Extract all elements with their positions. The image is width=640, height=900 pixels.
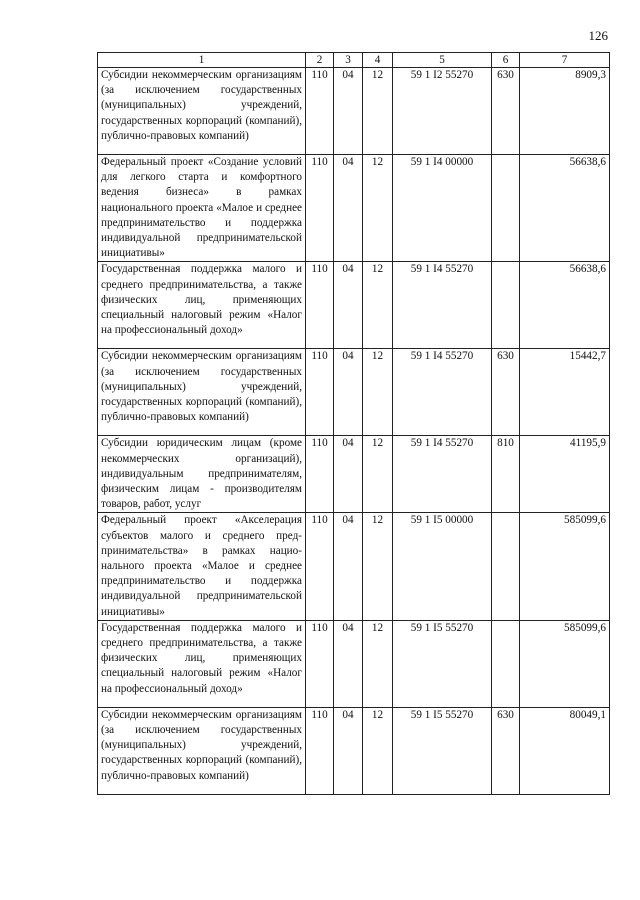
row-name: Государственная поддержка малого и среднего предпринимательства, а также физических лиц, применяющих специальный налоговый режим «Налог на профессиональный доход» <box>98 620 306 707</box>
cell-col7: 8909,3 <box>520 68 610 155</box>
table-row <box>98 68 610 155</box>
cell-col3: 04 <box>334 513 363 620</box>
column-header-4: 4 <box>363 53 393 68</box>
cell-col7: 41195,9 <box>520 436 610 513</box>
cell-col5: 59 1 I5 55270 <box>393 620 492 707</box>
column-header-6: 6 <box>492 53 520 68</box>
cell-col4: 12 <box>363 707 393 794</box>
cell-col5: 59 1 I5 00000 <box>393 513 492 620</box>
row-name: Федеральный проект «Акселерация субъектов малого и среднего предпринимательства» в рамках национального проекта «Малое и среднее предпринимательство и поддержка индивидуальной предпринимательской инициативы» <box>98 513 306 620</box>
cell-col4: 12 <box>363 513 393 620</box>
cell-col4: 12 <box>363 349 393 436</box>
cell-col2: 110 <box>306 436 334 513</box>
cell-col7: 585099,6 <box>520 513 610 620</box>
cell-col4: 12 <box>363 68 393 155</box>
cell-col3: 04 <box>334 262 363 349</box>
cell-col2: 110 <box>306 155 334 262</box>
row-name: Субсидии юридическим лицам (кроме некоммерческих организаций), индивидуальным предпринимателям, физическим лицам - производителям товаров, работ, услуг <box>98 436 306 513</box>
table-row <box>98 513 610 620</box>
table-row <box>98 620 610 707</box>
column-header-1: 1 <box>98 53 306 68</box>
cell-col6: 630 <box>492 707 520 794</box>
table-row <box>98 707 610 794</box>
column-header-2: 2 <box>306 53 334 68</box>
cell-col3: 04 <box>334 436 363 513</box>
cell-col6: 630 <box>492 68 520 155</box>
row-name: Федеральный проект «Создание условий для легкого старта и комфортного ведения бизнеса» в рамках национального проекта «Малое и среднее предпринимательство и поддержка индивидуальной предпринимательской инициативы» <box>98 155 306 262</box>
cell-col2: 110 <box>306 513 334 620</box>
cell-col7: 585099,6 <box>520 620 610 707</box>
cell-col5: 59 1 I4 55270 <box>393 349 492 436</box>
column-header-7: 7 <box>520 53 610 68</box>
row-name: Субсидии некоммерческим организациям (за исключением государственных (муниципальных) учреждений, государственных корпораций (компаний), публично-правовых компаний) <box>98 68 306 155</box>
cell-col7: 80049,1 <box>520 707 610 794</box>
table-row <box>98 349 610 436</box>
cell-col5: 59 1 I4 55270 <box>393 436 492 513</box>
row-name: Субсидии некоммерческим организациям (за исключением государственных (муниципальных) учреждений, государственных корпораций (компаний), публично-правовых компаний) <box>98 707 306 794</box>
cell-col2: 110 <box>306 349 334 436</box>
cell-col3: 04 <box>334 620 363 707</box>
cell-col6 <box>492 155 520 262</box>
table-row <box>98 262 610 349</box>
cell-col6 <box>492 513 520 620</box>
page-number: 126 <box>588 28 608 43</box>
cell-col4: 12 <box>363 436 393 513</box>
cell-col5: 59 1 I5 55270 <box>393 707 492 794</box>
column-header-5: 5 <box>393 53 492 68</box>
cell-col5: 59 1 I4 00000 <box>393 155 492 262</box>
column-header-3: 3 <box>334 53 363 68</box>
cell-col3: 04 <box>334 68 363 155</box>
cell-col6: 810 <box>492 436 520 513</box>
row-name: Государственная поддержка малого и среднего предпринимательства, а также физических лиц, применяющих специальный налоговый режим «Налог на профессиональный доход» <box>98 262 306 349</box>
cell-col7: 56638,6 <box>520 262 610 349</box>
cell-col7: 56638,6 <box>520 155 610 262</box>
cell-col4: 12 <box>363 155 393 262</box>
cell-col3: 04 <box>334 155 363 262</box>
cell-col4: 12 <box>363 262 393 349</box>
cell-col2: 110 <box>306 620 334 707</box>
row-name: Субсидии некоммерческим организациям (за исключением государственных (муниципальных) учреждений, государственных корпораций (компаний), публично-правовых компаний) <box>98 349 306 436</box>
cell-col5: 59 1 I2 55270 <box>393 68 492 155</box>
table-header-row <box>98 53 610 68</box>
cell-col2: 110 <box>306 262 334 349</box>
table-row <box>98 155 610 262</box>
cell-col2: 110 <box>306 707 334 794</box>
cell-col6 <box>492 620 520 707</box>
cell-col2: 110 <box>306 68 334 155</box>
cell-col6 <box>492 262 520 349</box>
cell-col5: 59 1 I4 55270 <box>393 262 492 349</box>
table-row <box>98 436 610 513</box>
cell-col6: 630 <box>492 349 520 436</box>
cell-col3: 04 <box>334 707 363 794</box>
budget-table <box>97 52 610 795</box>
cell-col3: 04 <box>334 349 363 436</box>
cell-col4: 12 <box>363 620 393 707</box>
cell-col7: 15442,7 <box>520 349 610 436</box>
